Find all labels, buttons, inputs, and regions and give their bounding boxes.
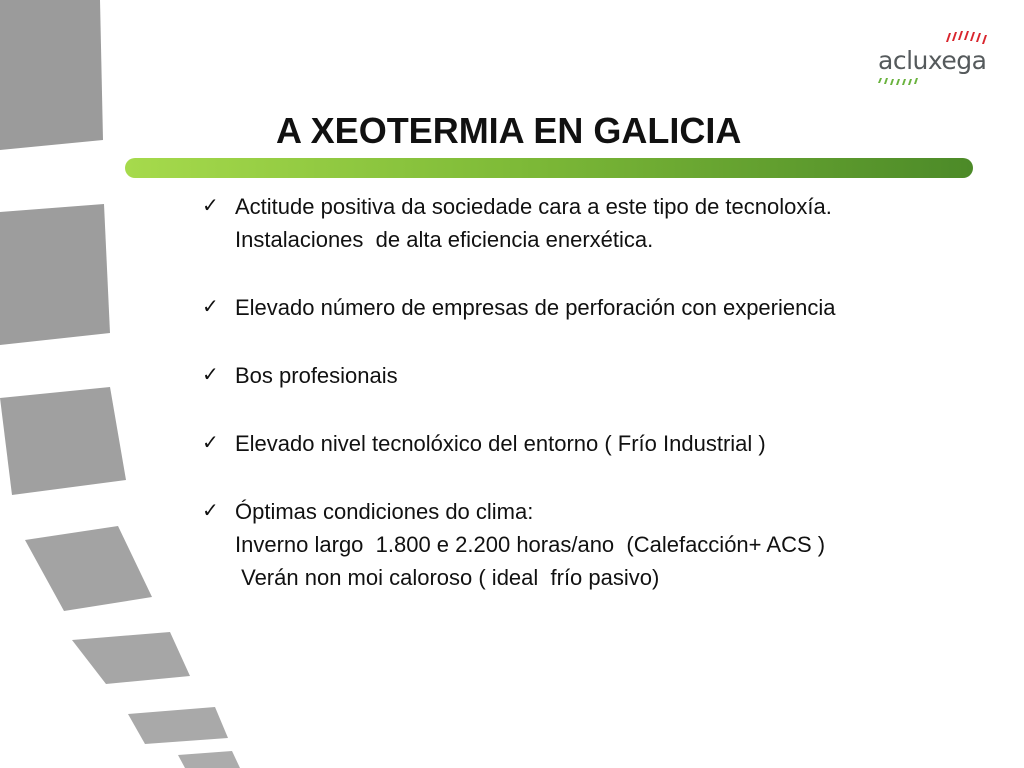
bullet-line: Elevado nivel tecnolóxico del entorno ( Frío Industrial ): [235, 431, 766, 456]
checkmark-icon: ✓: [202, 432, 219, 454]
acluxega-logo: [878, 30, 993, 90]
bullet-line: Bos profesionais: [235, 363, 398, 388]
bullet-line: Elevado número de empresas de perforación con experiencia: [235, 295, 836, 320]
bullet-item: [200, 359, 1000, 392]
bullet-line: Instalaciones de alta eficiencia enerxética.: [235, 227, 654, 252]
bullet-item: [200, 495, 1000, 594]
checkmark-icon: ✓: [202, 500, 219, 522]
bullet-line: Verán non moi caloroso ( ideal frío pasivo): [235, 565, 660, 590]
deco-shape: [0, 387, 126, 495]
slide-title: A XEOTERMIA EN GALICIA: [276, 110, 742, 151]
deco-shape: [0, 0, 103, 150]
deco-shape: [72, 632, 190, 684]
bullet-line: Inverno largo 1.800 e 2.200 horas/ano (Calefacción+ ACS ): [235, 532, 826, 557]
bullet-item: [200, 291, 1000, 324]
bullet-line: Actitude positiva da sociedade cara a este tipo de tecnoloxía.: [235, 194, 832, 219]
logo-text: acluxega: [878, 46, 987, 75]
bullet-line: Óptimas condiciones do clima:: [235, 499, 534, 524]
deco-shape: [25, 526, 152, 611]
title-underline-bar: [125, 158, 973, 178]
bullet-item: [200, 190, 1000, 256]
deco-shape: [178, 751, 240, 768]
checkmark-icon: ✓: [202, 195, 219, 217]
bullet-list: [200, 190, 1000, 629]
deco-shape: [0, 204, 110, 345]
checkmark-icon: ✓: [202, 296, 219, 318]
bullet-item: [200, 427, 1000, 460]
checkmark-icon: ✓: [202, 364, 219, 386]
deco-shape: [128, 707, 228, 744]
